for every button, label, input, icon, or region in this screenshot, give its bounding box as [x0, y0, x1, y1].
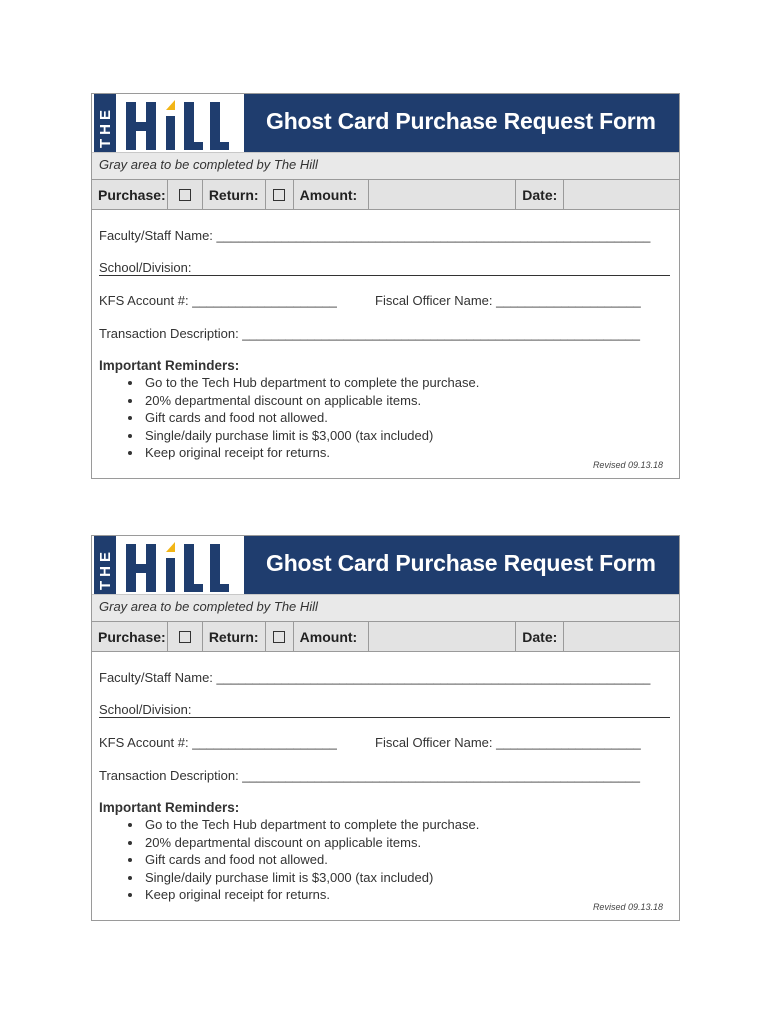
reminders-title: Important Reminders:	[99, 358, 240, 373]
form-body	[92, 210, 679, 480]
logo-the-text	[94, 536, 116, 594]
return-label: Return:	[203, 622, 266, 651]
return-label: Return:	[203, 180, 266, 209]
school-division-field[interactable]	[99, 260, 670, 276]
amount-field[interactable]	[369, 180, 517, 209]
reminder-item: • Go to the Tech Hub department to complete the purchase.	[143, 374, 479, 392]
checkbox-icon	[273, 189, 285, 201]
fiscal-officer-name-field[interactable]: Fiscal Officer Name: ____________________	[375, 293, 641, 308]
transaction-description-field[interactable]: Transaction Description: _______________________________________________________	[99, 768, 640, 783]
revised-date: Revised 09.13.18	[592, 902, 663, 912]
amount-label: Amount:	[294, 180, 369, 209]
checkbox-icon	[273, 631, 285, 643]
purchase-row	[92, 622, 679, 652]
reminder-item: • 20% departmental discount on applicable items.	[143, 834, 479, 852]
school-division-label: School/Division:	[99, 702, 192, 717]
faculty-staff-name-field[interactable]: Faculty/Staff Name: ____________________________________________________________	[99, 670, 651, 685]
logo-hill-wordmark	[124, 96, 242, 152]
the-hill-logo	[92, 536, 244, 594]
logo-hill-wordmark	[124, 538, 242, 594]
purchase-row	[92, 180, 679, 210]
the-hill-logo	[92, 94, 244, 152]
checkbox-icon	[179, 631, 191, 643]
form-header	[92, 94, 679, 152]
date-label: Date:	[516, 622, 564, 651]
school-division-field[interactable]	[99, 702, 670, 718]
form-title: Ghost Card Purchase Request Form	[266, 550, 656, 576]
faculty-staff-name-field[interactable]: Faculty/Staff Name: ____________________________________________________________	[99, 228, 651, 243]
purchase-label: Purchase:	[92, 622, 168, 651]
return-checkbox[interactable]	[266, 622, 294, 651]
request-form-2	[91, 535, 680, 921]
reminder-item: • Keep original receipt for returns.	[143, 444, 479, 462]
return-checkbox[interactable]	[266, 180, 294, 209]
reminder-item: • Single/daily purchase limit is $3,000 (tax included)	[143, 869, 479, 887]
reminders-list	[119, 374, 479, 462]
amount-label: Amount:	[294, 622, 369, 651]
reminders-title: Important Reminders:	[99, 800, 240, 815]
gray-area-note: Gray area to be completed by The Hill	[92, 152, 679, 180]
date-label: Date:	[516, 180, 564, 209]
reminder-item: • 20% departmental discount on applicable items.	[143, 392, 479, 410]
purchase-label: Purchase:	[92, 180, 168, 209]
reminders-list	[119, 816, 479, 904]
svg-text:THE: THE	[97, 548, 114, 590]
logo-the-text	[94, 94, 116, 152]
reminder-item: • Gift cards and food not allowed.	[143, 409, 479, 427]
gray-area-note: Gray area to be completed by The Hill	[92, 594, 679, 622]
date-field[interactable]	[564, 622, 679, 651]
form-header	[92, 536, 679, 594]
school-division-label: School/Division:	[99, 260, 192, 275]
form-title: Ghost Card Purchase Request Form	[266, 108, 656, 134]
amount-field[interactable]	[369, 622, 517, 651]
fiscal-officer-name-field[interactable]: Fiscal Officer Name: ____________________	[375, 735, 641, 750]
reminder-item: • Single/daily purchase limit is $3,000 (tax included)	[143, 427, 479, 445]
reminder-item: • Keep original receipt for returns.	[143, 886, 479, 904]
transaction-description-field[interactable]: Transaction Description: _______________________________________________________	[99, 326, 640, 341]
kfs-account-field[interactable]: KFS Account #: ____________________	[99, 735, 337, 750]
purchase-checkbox[interactable]	[168, 622, 203, 651]
checkbox-icon	[179, 189, 191, 201]
purchase-checkbox[interactable]	[168, 180, 203, 209]
svg-text:THE: THE	[97, 106, 114, 148]
form-body	[92, 652, 679, 922]
date-field[interactable]	[564, 180, 679, 209]
kfs-account-field[interactable]: KFS Account #: ____________________	[99, 293, 337, 308]
request-form-1	[91, 93, 680, 479]
reminder-item: • Go to the Tech Hub department to complete the purchase.	[143, 816, 479, 834]
revised-date: Revised 09.13.18	[592, 460, 663, 470]
reminder-item: • Gift cards and food not allowed.	[143, 851, 479, 869]
